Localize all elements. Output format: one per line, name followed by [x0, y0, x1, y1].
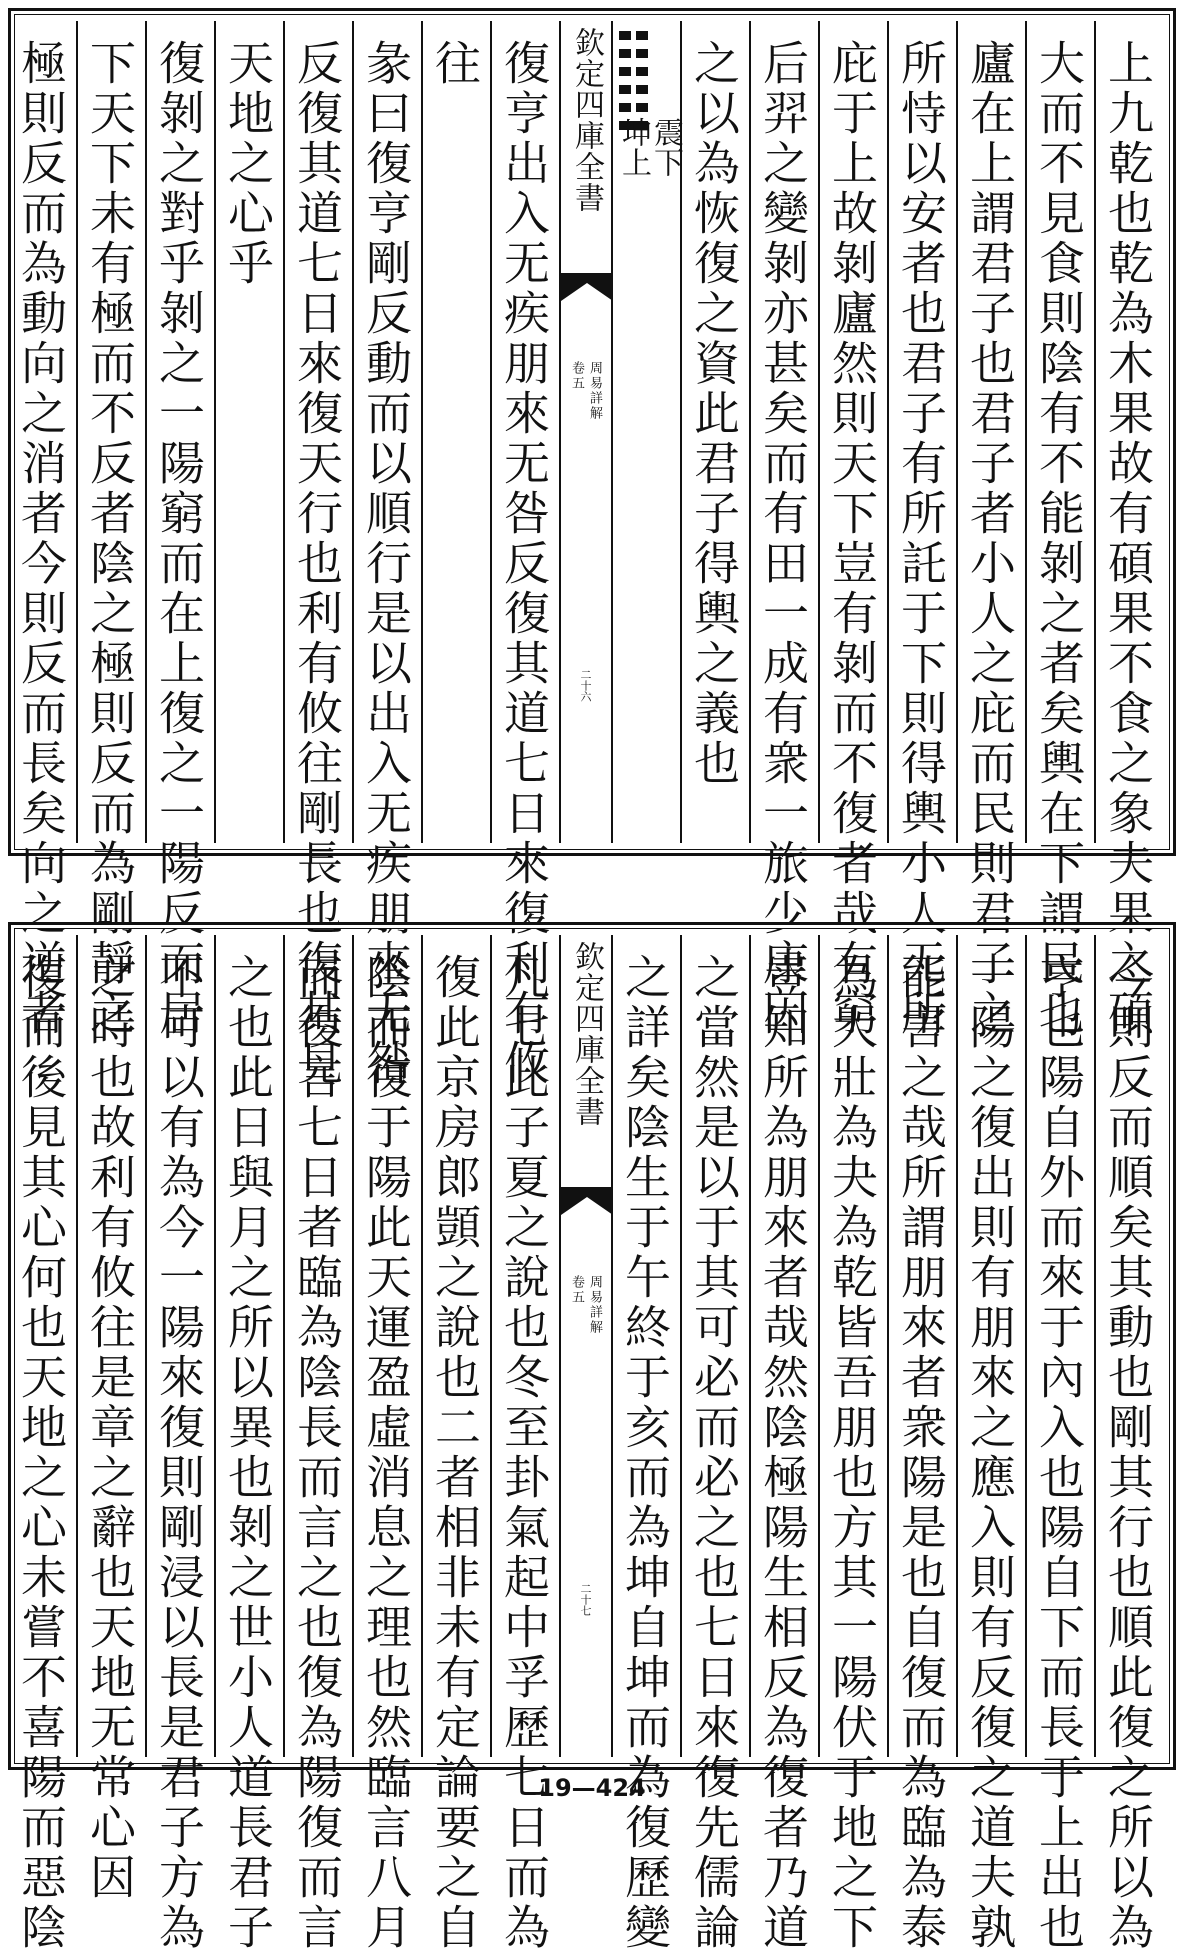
text-column	[352, 935, 421, 1953]
page-number: 二十七	[579, 1583, 592, 1616]
column-text: 不可以有為今一陽來復則剛浸以長是君子方為	[152, 953, 206, 1953]
book-title: 周易詳解	[587, 1275, 602, 1335]
text-column	[421, 21, 490, 843]
column-text: 而復言七日者臨為陰長而言之也復為陽復而言	[290, 953, 344, 1953]
text-column	[145, 935, 214, 1953]
text-column	[887, 935, 956, 1953]
column-text: 復亨出入无疾朋來无咎反復其道七日來復利有攸	[497, 39, 551, 1089]
text-column	[818, 935, 887, 1953]
column-text: 陰而復于陽此天運盈虛消息之理也然臨言八月	[359, 953, 413, 1953]
text-column	[7, 935, 76, 1953]
upper-trigram-label: 坤上	[616, 117, 651, 177]
column-text: 之詳矣陰生于午終于亥而為坤自坤而為復歷變	[618, 953, 672, 1953]
text-column	[680, 935, 749, 1953]
text-column	[680, 21, 749, 843]
text-column	[490, 935, 559, 1953]
text-column	[421, 935, 490, 1953]
column-text: 天地之心乎	[221, 39, 275, 289]
text-column	[145, 21, 214, 1039]
fold-column	[559, 935, 611, 1757]
hexagram-column	[611, 21, 683, 843]
text-column	[76, 935, 145, 1903]
column-text: 上九乾也乾為木果故有碩果不食之象夫果之碩	[1101, 39, 1155, 1039]
column-text: 所恃以安者也君子有所託于下則得輿小人无所	[894, 39, 948, 1039]
column-text: 豈知所為朋來者哉然陰極陽生相反為復者乃道	[756, 953, 810, 1953]
column-text: 彖曰復亨剛反動而以順行是以出入无疾朋來无咎	[359, 39, 413, 1089]
text-column	[1094, 21, 1163, 1039]
column-text: 為大壯為夬為乾皆吾朋也方其一陽伏于地之下	[825, 953, 879, 1953]
text-column	[749, 21, 818, 1039]
column-text: 之時也故利有攸往是章之辭也天地无常心因	[83, 953, 137, 1903]
book-title: 周易詳解	[587, 361, 602, 421]
column-text: 庇于上故剝廬然則天下豈有剝而不復者哉有窮	[825, 39, 879, 1039]
juan-number: 卷五	[569, 361, 584, 391]
column-text: 之以為恢復之資此君子得輿之義也	[687, 39, 741, 789]
column-text: 之當然是以于其可必而必之也七日來復先儒論	[687, 953, 741, 1953]
page-upper	[8, 8, 1176, 1089]
text-column	[490, 21, 559, 1089]
text-column	[1094, 935, 1163, 1953]
column-text: 大而不見食則陰有不能剝之者矣輿在下謂民也	[1032, 39, 1086, 1039]
column-strip	[14, 21, 1163, 1089]
column-text: 極則反而為動向之消者今則反而長矣向之逆者	[14, 39, 68, 1039]
collection-title: 欽定四庫全書	[569, 27, 604, 213]
column-text: 復而後見其心何也天地之心未嘗不喜陽而惡陰	[14, 953, 68, 1953]
text-column	[956, 21, 1025, 1039]
page-number: 二十六	[579, 669, 592, 702]
text-column	[1025, 935, 1094, 1953]
column-text: 復剝之對乎剝之一陽窮而在上復之一陽反而居	[152, 39, 206, 1039]
text-column	[76, 21, 145, 1039]
text-column	[283, 21, 352, 1089]
text-column	[887, 21, 956, 1039]
lower-trigram-label: 震下	[648, 117, 683, 177]
text-column	[956, 935, 1025, 1953]
collection-title: 欽定四庫全書	[569, 941, 604, 1127]
column-text: 復此京房郎顗之說也二者相非未有定論要之自	[428, 953, 482, 1953]
column-text: 廬在上謂君子也君子者小人之庇而民則君子之	[963, 39, 1017, 1039]
text-column	[7, 21, 76, 1039]
column-text: 后羿之變剝亦甚矣而有田一成有衆一旅少康因	[756, 39, 810, 1039]
column-text: 能害之哉所謂朋來者衆陽是也自復而為臨為泰	[894, 953, 948, 1953]
column-text: 之也此日與月之所以異也剝之世小人道長君子	[221, 953, 275, 1953]
column-text: 亨也陽自外而來于內入也陽自下而長于上出也	[1032, 953, 1086, 1953]
text-column	[749, 935, 818, 1953]
column-text: 一陽之復出則有朋來之應入則有反復之道夫孰	[963, 953, 1017, 1953]
juan-number: 卷五	[569, 1275, 584, 1305]
column-text: 反復其道七日來復天行也利有攸往剛長也復其見	[290, 39, 344, 1089]
column-text: 下天下未有極而不反者陰之極則反而為剛靜之	[83, 39, 137, 1039]
text-column	[283, 935, 352, 1953]
text-column	[352, 21, 421, 1089]
text-column	[1025, 21, 1094, 1039]
fishtail-ornament-icon	[561, 273, 613, 301]
text-column	[214, 935, 283, 1953]
column-text: 今則反而順矣其動也剛其行也順此復之所以為	[1101, 953, 1155, 1953]
page-footer-number: 19—424	[538, 1774, 646, 1802]
fold-column	[559, 21, 611, 843]
text-column	[214, 21, 283, 843]
text-column	[611, 935, 680, 1953]
column-text: 往	[428, 39, 482, 89]
fishtail-ornament-icon	[561, 1187, 613, 1215]
column-text: 凡七此子夏之說也冬至卦氣起中孚歷七日而為	[497, 953, 551, 1953]
text-column	[818, 21, 887, 1039]
